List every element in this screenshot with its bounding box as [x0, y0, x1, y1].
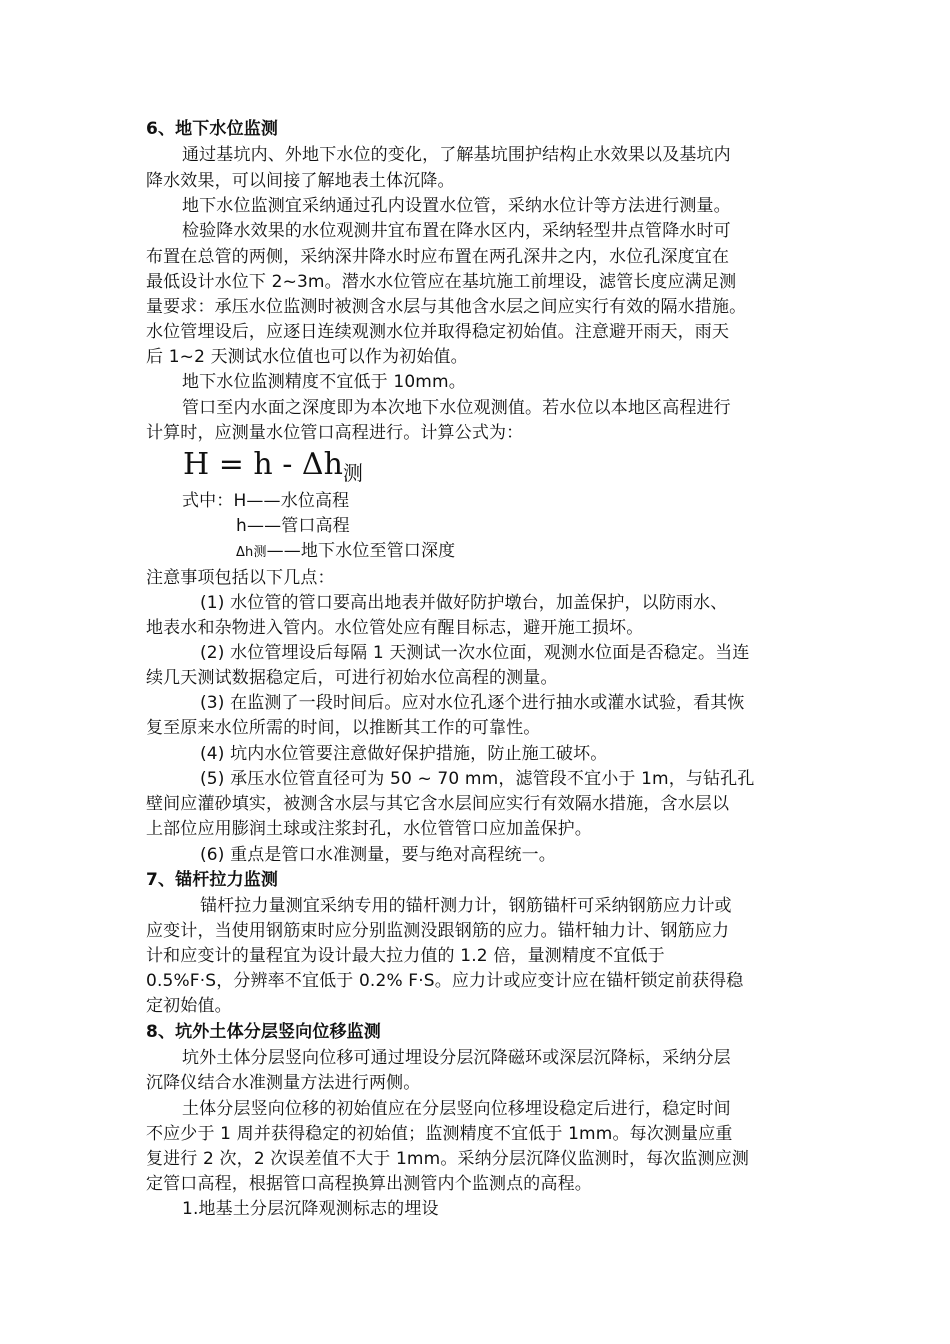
where-line-2 — [236, 513, 350, 539]
where-symbol-H: H — [233, 491, 247, 511]
note-3-line2: 复至原来水位所需的时间，以推断其工作的可靠性。 — [146, 718, 541, 738]
where-line-3 — [236, 538, 455, 566]
s8-p1-line1: 坑外土体分层竖向位移可通过埋设分层沉降磁环或深层沉降标，采纳分层 — [182, 1048, 731, 1068]
note-1-line2: 地表水和杂物进入管内。水位管处应有醒目标志，避开施工损坏。 — [146, 618, 644, 638]
formula-subscript: 测 — [342, 461, 363, 485]
s8-p2-line4: 定管口高程，根据管口高程换算出测管内个监测点的高程。 — [146, 1174, 592, 1194]
s8-p2-line1: 土体分层竖向位移的初始值应在分层竖向位移埋设稳定后进行，稳定时间 — [182, 1099, 731, 1119]
section-8-heading: 8、坑外土体分层竖向位移监测 — [146, 1022, 381, 1042]
where-desc-dh: ——地下水位至管口深度 — [266, 541, 456, 561]
s6-p4: 地下水位监测精度不宜低于 10mm。 — [182, 372, 466, 392]
s6-p3-line3: 最低设计水位下 2~3m。潜水水位管应在基坑施工前埋设，滤管长度应满足测 — [146, 272, 737, 292]
note-1-line1: (1) 水位管的管口要高出地表并做好防护墩台，加盖保护，以防雨水、 — [200, 593, 728, 613]
s8-subheading-1: 1.地基土分层沉降观测标志的埋设 — [182, 1199, 439, 1219]
s6-p3-line4: 量要求：承压水位监测时被测含水层与其他含水层之间应实行有效的隔水措施。 — [146, 297, 747, 317]
note-5-line2: 壁间应灌砂填实，被测含水层与其它含水层间应实行有效隔水措施，含水层以 — [146, 794, 730, 814]
where-symbol-dh-sub: 测 — [253, 545, 267, 560]
s7-p1-line3: 计和应变计的量程宜为设计最大拉力值的 1.2 倍，量测精度不宜低于 — [146, 946, 665, 966]
water-level-formula — [183, 445, 363, 493]
where-symbol-h: h — [236, 516, 247, 536]
s6-p1-line2: 降水效果，可以间接了解地表土体沉降。 — [146, 171, 455, 191]
section-7-heading: 7、锚杆拉力监测 — [146, 870, 279, 890]
s6-p3-line2: 布置在总管的两侧，采纳深井降水时应布置在两孔深井之内，水位孔深度宜在 — [146, 247, 730, 267]
where-line-1 — [182, 488, 349, 514]
s7-p1-line2: 应变计，当使用钢筋束时应分别监测没跟钢筋的应力。锚杆轴力计、钢筋应力 — [146, 921, 730, 941]
s6-p3-line1: 检验降水效果的水位观测井宜布置在降水区内，采纳轻型井点管降水时可 — [182, 221, 731, 241]
s7-p1-line4: 0.5%F·S，分辨率不宜低于 0.2% F·S。应力计或应变计应在锚杆锁定前获得稳 — [146, 971, 744, 991]
where-desc-H: ——水位高程 — [246, 491, 350, 511]
formula-main: H = h - Δh — [183, 447, 343, 482]
note-2-line2: 续几天测试数据稳定后，可进行初始水位高程的测量。 — [146, 668, 558, 688]
where-symbol-dh: Δh — [236, 545, 254, 560]
note-2-line1: (2) 水位管埋设后每隔 1 天测试一次水位面，观测水位面是否稳定。当连 — [200, 643, 750, 663]
note-6: (6) 重点是管口水准测量，要与绝对高程统一。 — [200, 845, 556, 865]
s6-p3-line6: 后 1~2 天测试水位值也可以作为初始值。 — [146, 347, 468, 367]
s6-p5-line1: 管口至内水面之深度即为本次地下水位观测值。若水位以本地区高程进行 — [182, 398, 731, 418]
s6-p5-line2: 计算时，应测量水位管口高程进行。计算公式为： — [146, 423, 524, 443]
s8-p2-line3: 复进行 2 次，2 次误差值不大于 1mm。采纳分层沉降仪监测时，每次监测应测 — [146, 1149, 750, 1169]
note-3-line1: (3) 在监测了一段时间后。应对水位孔逐个进行抽水或灌水试验，看其恢 — [200, 693, 745, 713]
s6-p1-line1: 通过基坑内、外地下水位的变化，了解基坑围护结构止水效果以及基坑内 — [182, 145, 731, 165]
note-4: (4) 坑内水位管要注意做好保护措施，防止施工破坏。 — [200, 744, 608, 764]
notes-intro: 注意事项包括以下几点： — [146, 568, 335, 588]
s8-p2-line2: 不应少于 1 周并获得稳定的初始值；监测精度不宜低于 1mm。每次测量应重 — [146, 1124, 733, 1144]
note-5-line3: 上部位应用膨润土球或注浆封孔，水位管管口应加盖保护。 — [146, 819, 592, 839]
s8-p1-line2: 沉降仪结合水准测量方法进行两侧。 — [146, 1073, 421, 1093]
note-5-line1: (5) 承压水位管直径可为 50 ~ 70 mm，滤管段不宜小于 1m，与钻孔孔 — [200, 769, 755, 789]
s7-p1-line5: 定初始值。 — [146, 996, 232, 1016]
s6-p3-line5: 水位管埋设后，应逐日连续观测水位并取得稳定初始值。注意避开雨天，雨天 — [146, 322, 730, 342]
where-desc-h: ——管口高程 — [246, 516, 350, 536]
section-6-heading: 6、地下水位监测 — [146, 119, 279, 139]
where-prefix: 式中： — [182, 491, 234, 511]
s6-p2: 地下水位监测宜采纳通过孔内设置水位管，采纳水位计等方法进行测量。 — [182, 196, 731, 216]
s7-p1-line1: 锚杆拉力量测宜采纳专用的锚杆测力计，钢筋锚杆可采纳钢筋应力计或 — [200, 896, 732, 916]
